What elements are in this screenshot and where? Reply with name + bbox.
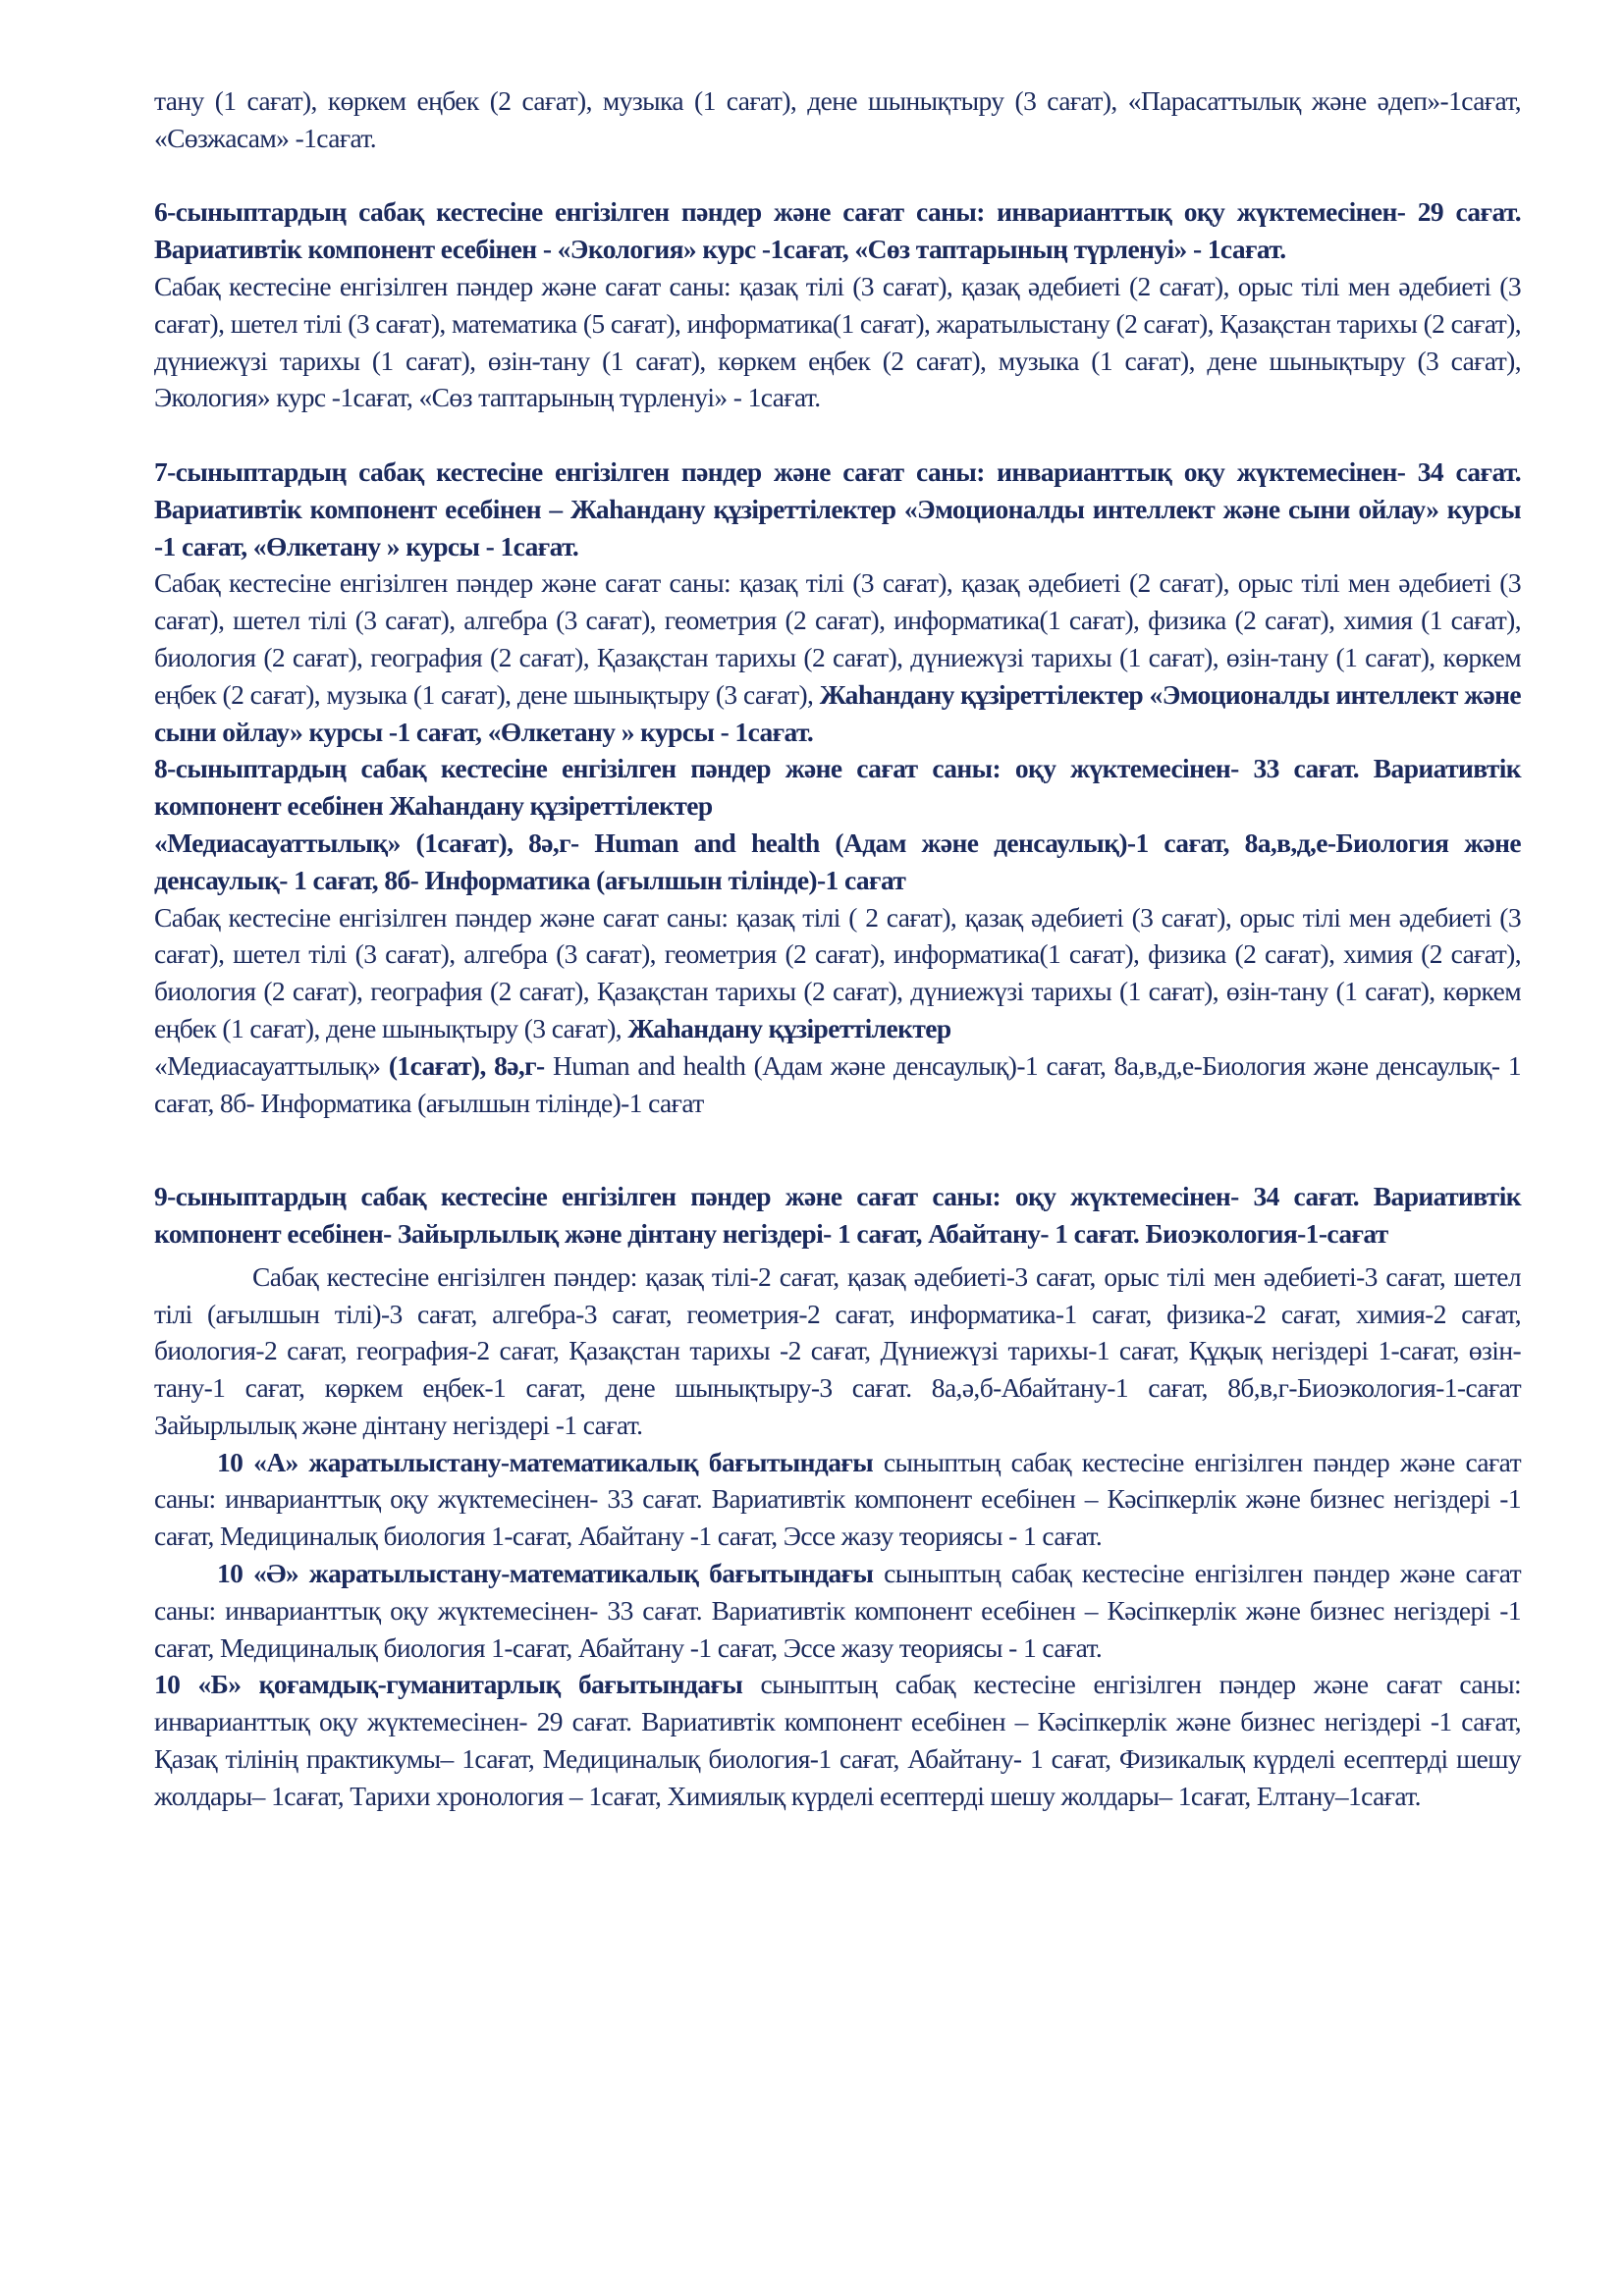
- grade7-body-bold: Жаһандану құзіреттілектер «Эмоционалды интеллект және сыни ойлау» курсы -1 сағат, «Өлкетану » курсы - 1сағат.: [154, 678, 1522, 747]
- grade8-media-literacy: «Медиасауаттылық»: [154, 1049, 381, 1081]
- grade10a-paragraph: [154, 1444, 1521, 1555]
- spacer: [154, 157, 1521, 194]
- grade8-heading-1: 8-сыныптардың сабақ кестесіне енгізілген пәндер және сағат саны: оқу жүктемесінен- 33 сағат. Вариативтік компонент есебінен Жаһандану құзіреттілектер: [154, 753, 1521, 822]
- grade7-heading: 7-сыныптардың сабақ кестесіне енгізілген пәндер және сағат саны: инварианттық оқу жүктемесінен- 34 сағат. Вариативтік компонент есебінен – Жаһандану құзіреттілектер «Эмоционалды интеллект және сыни ойлау» курсы -1 сағат, «Өлкетану » курсы - 1сағат.: [154, 455, 1521, 561]
- grade10ae-heading: 10 «Ә» жаратылыстану-математикалық бағытындағы: [217, 1558, 874, 1589]
- grade10ae-body: сыныптың сабақ кестесіне енгізілген пәндер және сағат саны: инварианттық оқу жүктемесінен- 33 сағат. Вариативтік компонент есебінен – Кәсіпкерлік және бизнес негіздері -1 сағат, Медициналық биология 1-сағат, Абайтану -1 сағат, Эссе жазу теориясы - 1 сағат.: [154, 1558, 1522, 1663]
- grade10ae-paragraph: [154, 1555, 1521, 1666]
- grade9-heading: 9-сыныптардың сабақ кестесіне енгізілген пәндер және сағат саны: оқу жүктемесінен- 34 сағат. Вариативтік компонент есебінен- Зайырлылық және дінтану негіздері- 1 сағат, Абайтану- 1 сағат. Биоэкология-1-сағат: [154, 1181, 1521, 1249]
- grade8-body: [154, 899, 1521, 1047]
- grade8-body-text: Сабақ кестесіне енгізілген пәндер және сағат саны: қазақ тілі ( 2 сағат), қазақ әдебиеті (3 сағат), орыс тілі мен әдебиеті (3 сағат), шетел тілі (3 сағат), алгебра (3 сағат), геометрия (2 сағат), информатика(1 сағат), физика (2 сағат), химия (2 сағат), биология (2 сағат), география (2 сағат), Қазақстан тарихы (2 сағат), дүниежүзі тарихы (1 сағат), өзін-тану (1 сағат), көркем еңбек (1 сағат), дене шынықтыру (3 сағат),: [154, 901, 1521, 1043]
- grade8-heading-2: «Медиасауаттылық» (1сағат), 8ә,г- Human and health (Адам және денсаулық)-1 сағат, 8а,в,д,е-Биология және денсаулық- 1 сағат, 8б- Информатика (ағылшын тілінде)-1 сағат: [154, 827, 1521, 895]
- grade7-body: [154, 564, 1521, 750]
- grade10b-paragraph: [154, 1666, 1521, 1814]
- grade7-body-text: Сабақ кестесіне енгізілген пәндер және сағат саны: қазақ тілі (3 сағат), қазақ әдебиеті (2 сағат), орыс тілі мен әдебиеті (3 сағат), шетел тілі (3 сағат), алгебра (3 сағат), геометрия (2 сағат), информатика(1 сағат), физика (2 сағат), химия (1 сағат), биология (2 сағат), география (2 сағат), Қазақстан тарихы (2 сағат), дүниежүзі тарихы (1 сағат), өзін-тану (1 сағат), көркем еңбек (2 сағат), музыка (1 сағат), дене шынықтыру (3 сағат),: [154, 567, 1521, 710]
- grade8-body-bold: Жаһандану құзіреттілектер: [627, 1012, 951, 1043]
- grade9-body: Сабақ кестесіне енгізілген пәндер: қазақ тілі-2 сағат, қазақ әдебиеті-3 сағат, орыс тілі мен әдебиеті-3 сағат, шетел тілі (ағылшын тілі)-3 сағат, алгебра-3 сағат, геометрия-2 сағат, информатика-1 сағат, физика-2 сағат, химия-2 сағат, биология-2 сағат, география-2 сағат, Қазақстан тарихы -2 сағат, Дүниежүзі тарихы-1 сағат, Құқық негіздері 1-сағат, өзін-тану-1 сағат, көркем еңбек-1 сағат, дене шынықтыру-3 сағат. 8а,ә,б-Абайтану-1 сағат, 8б,в,г-Биоэкология-1-сағат Зайырлылық және дінтану негіздері -1 сағат.: [154, 1260, 1521, 1440]
- grade8-body-2: [154, 1047, 1521, 1122]
- grade8-body-2-text: Human and health (Адам және денсаулық)-1 сағат, 8а,в,д,е-Биология және денсаулық- 1 сағат, 8б- Информатика (ағылшын тілінде)-1 сағат: [154, 1049, 1521, 1118]
- document-page: [154, 82, 1521, 1815]
- grade8-body-2-bold: (1сағат), 8ә,г-: [388, 1049, 545, 1081]
- spacer: [154, 1158, 1521, 1178]
- grade10a-body: сыныптың сабақ кестесіне енгізілген пәндер және сағат саны: инварианттық оқу жүктемесінен- 33 сағат. Вариативтік компонент есебінен – Кәсіпкерлік және бизнес негіздері -1 сағат, Медициналық биология 1-сағат, Абайтану -1 сағат, Эссе жазу теориясы - 1 сағат.: [154, 1446, 1521, 1552]
- spacer: [154, 1121, 1521, 1158]
- grade10a-heading: 10 «А» жаратылыстану-математикалық бағытындағы: [217, 1446, 874, 1477]
- grade6-heading: 6-сыныптардың сабақ кестесіне енгізілген пәндер және сағат саны: инварианттық оқу жүктемесінен- 29 сағат. Вариативтік компонент есебінен - «Экология» курс -1сағат, «Сөз таптарының түрленуі» - 1сағат.: [154, 196, 1521, 265]
- grade10b-body: сыныптың сабақ кестесіне енгізілген пәндер және сағат саны: инварианттық оқу жүктемесінен- 29 сағат. Вариативтік компонент есебінен – Кәсіпкерлік және бизнес негіздері -1 сағат, Қазақ тілінің практикумы– 1сағат, Медициналық биология-1 сағат, Абайтану- 1 сағат, Физикалық күрделі есептерді шешу жолдары– 1сағат, Тарихи хронология – 1сағат, Химиялық күрделі есептерді шешу жолдары– 1сағат, Елтану–1сағат.: [154, 1669, 1522, 1811]
- intro-paragraph: тану (1 сағат), көркем еңбек (2 сағат), музыка (1 сағат), дене шынықтыру (3 сағат), «Парасаттылық және әдеп»-1сағат, «Сөзжасам» -1сағат.: [154, 85, 1521, 153]
- spacer: [154, 416, 1521, 454]
- grade6-body: Сабақ кестесіне енгізілген пәндер және сағат саны: қазақ тілі (3 сағат), қазақ әдебиеті (2 сағат), орыс тілі мен әдебиеті (3 сағат), шетел тілі (3 сағат), математика (5 сағат), информатика(1 сағат), жаратылыстану (2 сағат), Қазақстан тарихы (2 сағат), дүниежүзі тарихы (1 сағат), өзін-тану (1 сағат), көркем еңбек (2 сағат), музыка (1 сағат), дене шынықтыру (3 сағат), Экология» курс -1сағат, «Сөз таптарының түрленуі» - 1сағат.: [154, 270, 1521, 413]
- grade10b-heading: 10 «Б» қоғамдық-гуманитарлық бағытындағы: [154, 1669, 743, 1700]
